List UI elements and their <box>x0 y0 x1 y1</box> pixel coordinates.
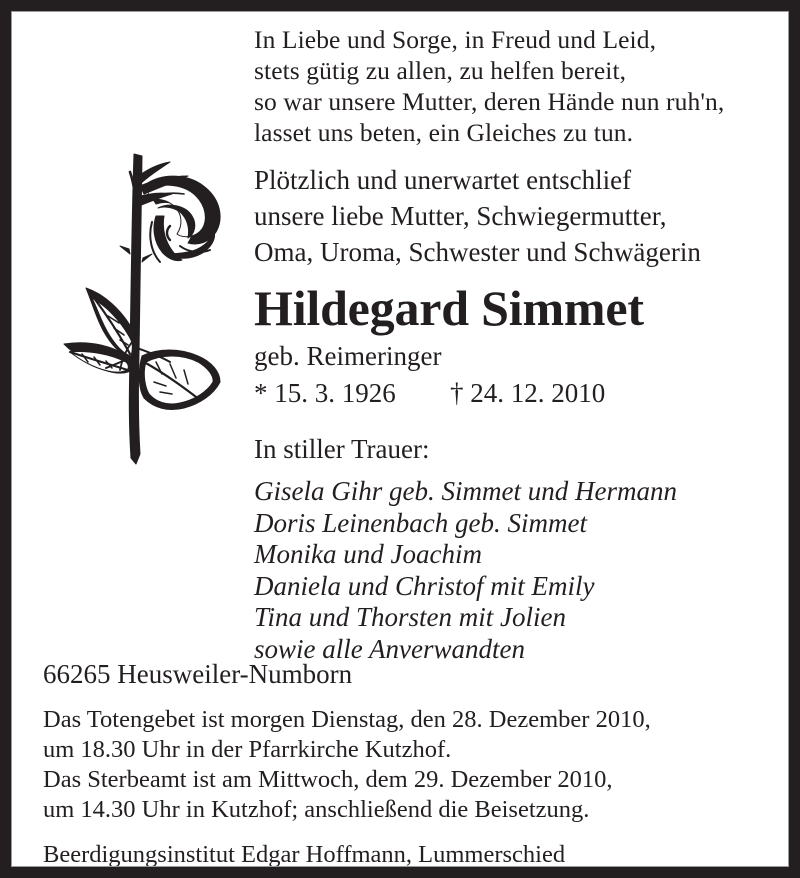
lower-text-block <box>43 657 774 867</box>
mourner-line: Doris Leinenbach geb. Simmet <box>254 507 587 538</box>
undertaker-line: Beerdigungsinstitut Edgar Hoffmann, Lummerschied <box>43 841 566 867</box>
life-dates <box>254 376 780 410</box>
mourner-line: sowie alle Anverwandten <box>254 633 525 664</box>
verse-line: lasset uns beten, ein Gleiches zu tun. <box>254 118 634 147</box>
mourners-list <box>254 476 780 665</box>
deceased-name: Hildegard Simmet <box>254 280 644 336</box>
mourner-line: Monika und Joachim <box>254 539 482 569</box>
announcement-line: unsere liebe Mutter, Schwiegermutter, <box>254 201 667 231</box>
memorial-verse <box>254 24 780 148</box>
announcement-text <box>254 162 780 270</box>
service-line: Das Totengebet ist morgen Dienstag, den 28. Dezember 2010, <box>43 706 651 733</box>
birth-date: * 15. 3. 1926 <box>254 378 396 408</box>
upper-text-column <box>254 24 780 665</box>
service-details <box>43 705 774 825</box>
notice-inner-frame <box>11 11 789 867</box>
place-line: 66265 Heusweiler-Numborn <box>43 659 353 689</box>
service-line: um 14.30 Uhr in Kutzhof; anschließend die Beisetzung. <box>43 796 590 823</box>
death-date: † 24. 12. 2010 <box>450 378 606 408</box>
maiden-name: geb. Reimeringer <box>254 341 442 371</box>
verse-line: so war unsere Mutter, deren Hände nun ruh'n, <box>254 87 725 116</box>
rose-illustration <box>30 142 240 472</box>
announcement-line: Oma, Uroma, Schwester und Schwägerin <box>254 237 701 267</box>
mourning-header: In stiller Trauer: <box>254 434 430 464</box>
service-line: um 18.30 Uhr in der Pfarrkirche Kutzhof. <box>43 736 452 763</box>
verse-line: stets gütig zu allen, zu helfen bereit, <box>254 56 627 85</box>
announcement-line: Plötzlich und unerwartet entschlief <box>254 165 632 195</box>
mourner-line: Daniela und Christof mit Emily <box>254 570 595 601</box>
verse-line: In Liebe und Sorge, in Freud und Leid, <box>254 25 657 54</box>
mourner-line: Tina und Thorsten mit Jolien <box>254 602 567 632</box>
mourner-line: Gisela Gihr geb. Simmet und Hermann <box>254 476 677 506</box>
service-line: Das Sterbeamt ist am Mittwoch, dem 29. Dezember 2010, <box>43 766 613 793</box>
